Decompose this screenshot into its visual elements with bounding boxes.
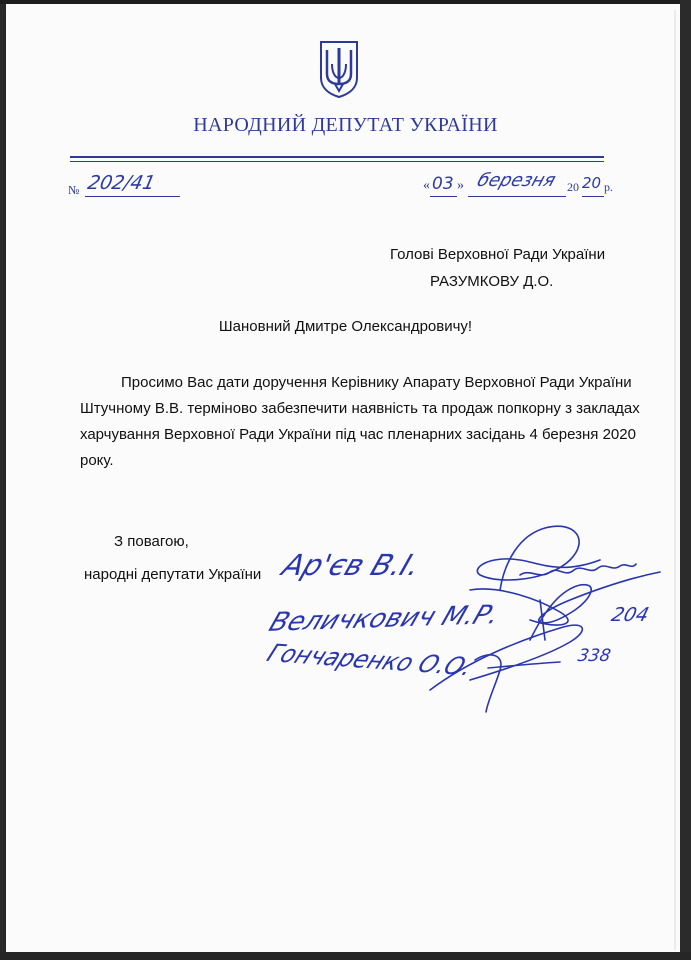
date-month: березня [474,170,559,191]
addressee-position: Голові Верховної Ради України [390,246,606,263]
document-page [6,4,680,952]
date-month-underline [468,196,566,197]
date-year-prefix: 20 [567,180,579,194]
letterhead-rule [70,156,604,158]
date-year: 20 [582,174,602,192]
body-line: року. [80,452,114,469]
date-day-underline [430,196,457,197]
handwritten-number-338: 338 [576,646,613,666]
letterhead-title: НАРОДНИЙ ДЕПУТАТ УКРАЇНИ [193,114,498,136]
handwritten-number-204: 204 [609,604,652,626]
handwritten-name-1: Ар'єв В.І. [277,548,426,582]
addressee-name: РАЗУМКОВУ Д.О. [430,273,554,290]
letterhead-rule-thin [70,161,604,162]
date-quote-close: » [457,178,464,193]
body-line: харчування Верховної Ради України під час пленарних засідань 4 березня 2020 [80,426,636,443]
registration-number: 202/41 [85,172,158,194]
date-suffix: р. [604,180,613,194]
handwritten-name-2: Величкович М.Р. [264,600,504,638]
body-line: Штучному В.В. терміново забезпечити наявність та продаж попкорну з закладах [80,400,640,417]
registration-number-label: № [68,183,80,197]
letter-body [80,370,640,474]
body-line: Просимо Вас дати доручення Керівнику Апарату Верховної Ради України [121,374,632,391]
date-quote-open: « [423,178,430,193]
registration-number-underline [85,196,180,197]
closing-regards: З повагою, [114,533,189,550]
handwritten-name-3: Гончаренко О.О. [262,638,478,682]
closing-signers: народні депутати України [84,566,262,583]
trident-emblem-icon [318,40,360,98]
date-year-underline [582,196,604,197]
date-day: 03 [432,174,454,194]
salutation: Шановний Дмитре Олександровичу! [218,318,473,335]
